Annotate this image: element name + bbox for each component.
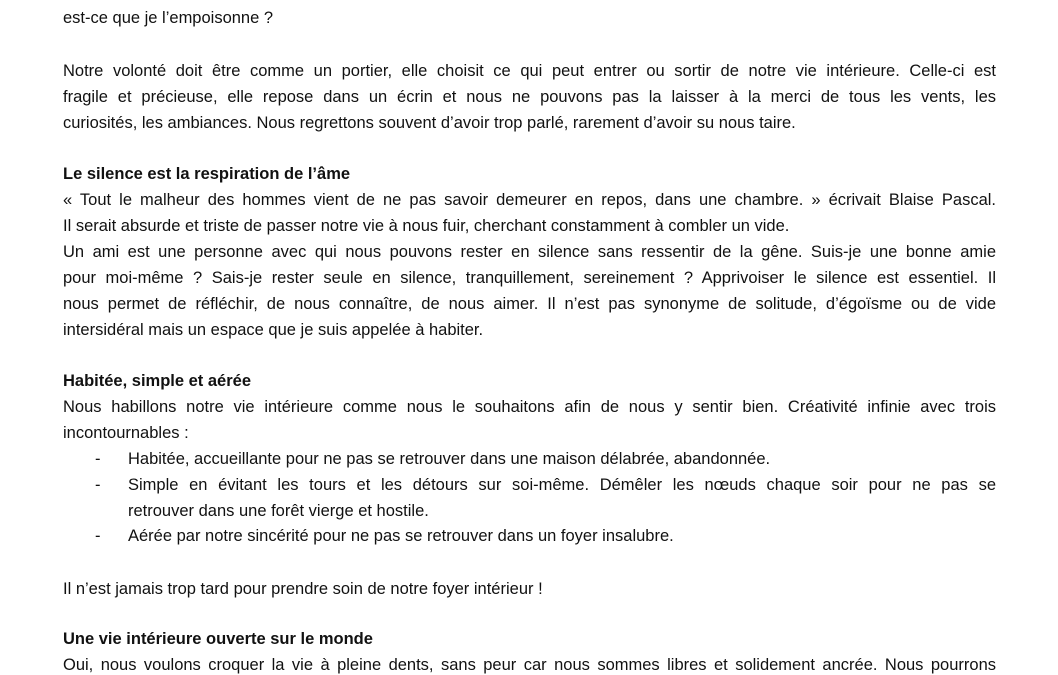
text-line: est-ce que je l’empoisonne ?	[63, 9, 274, 27]
text-line: Aérée par notre sincérité pour ne pas se retrouver dans un foyer insalubre.	[128, 527, 674, 545]
bullet-dash: -	[95, 476, 101, 494]
text-line: Notre volonté doit être comme un portier, elle choisit ce qui peut entrer ou sortir de notre vie intérieure. Celle-ci est	[63, 62, 996, 80]
text-line: Il n’est jamais trop tard pour prendre soin de notre foyer intérieur !	[63, 580, 543, 598]
text-line: Simple en évitant les tours et les détours sur soi-même. Démêler les nœuds chaque soir pour ne pas se	[128, 476, 996, 494]
paragraph-pascal	[63, 187, 996, 239]
text-line: pour moi-même ? Sais-je rester seule en silence, tranquillement, sereinement ? Apprivoiser le silence est essentiel. Il	[63, 269, 996, 287]
paragraph-habillons	[63, 394, 996, 446]
text-line: Il serait absurde et triste de passer notre vie à nous fuir, cherchant constamment à combler un vide.	[63, 217, 790, 235]
text-line: Habitée, accueillante pour ne pas se retrouver dans une maison délabrée, abandonnée.	[128, 450, 771, 468]
section-heading-silence: Le silence est la respiration de l’âme	[63, 165, 351, 183]
text-line: incontournables :	[63, 424, 189, 442]
text-line: Oui, nous voulons croquer la vie à pleine dents, sans peur car nous sommes libres et solidement ancrée. Nous pourrons	[63, 656, 996, 674]
text-line: intersidéral mais un espace que je suis appelée à habiter.	[63, 321, 484, 339]
section-heading-habitee: Habitée, simple et aérée	[63, 372, 252, 390]
text-line: « Tout le malheur des hommes vient de ne pas savoir demeurer en repos, dans une chambre. » écrivait Blaise Pascal.	[63, 191, 996, 209]
paragraph-ami	[63, 239, 996, 343]
paragraph-intro-end	[63, 5, 996, 31]
bullet-dash: -	[95, 450, 101, 468]
text-line: curiosités, les ambiances. Nous regrettons souvent d’avoir trop parlé, rarement d’avoir su nous taire.	[63, 114, 796, 132]
paragraph-volonte	[63, 58, 996, 136]
text-line: nous permet de réfléchir, de nous connaître, de nous aimer. Il n’est pas synonyme de solitude, d’égoïsme ou de vide	[63, 295, 996, 313]
text-line: retrouver dans une forêt vierge et hostile.	[128, 502, 429, 520]
text-line: Un ami est une personne avec qui nous pouvons rester en silence sans ressentir de la gêne. Suis-je une bonne amie	[63, 243, 996, 261]
bullet-dash: -	[95, 527, 101, 545]
section-heading-ouverte: Une vie intérieure ouverte sur le monde	[63, 630, 373, 648]
paragraph-croquer	[63, 652, 996, 675]
text-line: fragile et précieuse, elle repose dans un écrin et nous ne pouvons pas la laisser à la merci de tous les vents, les	[63, 88, 996, 106]
paragraph-jamais-trop-tard	[63, 576, 996, 602]
text-line: Nous habillons notre vie intérieure comme nous le souhaitons afin de nous y sentir bien. Créativité infinie avec trois	[63, 398, 996, 416]
